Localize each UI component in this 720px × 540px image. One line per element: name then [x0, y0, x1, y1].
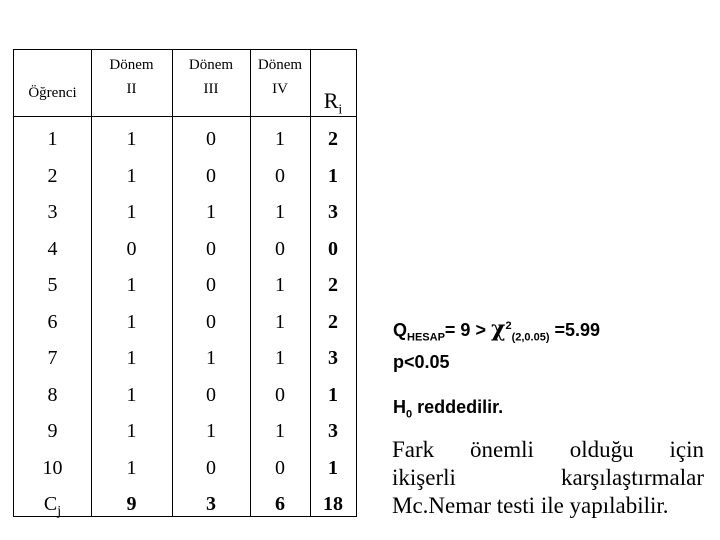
column-total-cell: 3 — [206, 493, 216, 515]
table-cell: 0 — [206, 383, 216, 406]
header-divider — [14, 116, 356, 117]
header-period-3: Dönem III — [188, 57, 234, 97]
table-cell: 1 — [126, 201, 137, 223]
student-id-cell: 5 — [47, 274, 58, 296]
student-id-cell: 2 — [47, 164, 58, 187]
table-cell: 0 — [206, 456, 216, 479]
table-cell: 0 — [275, 383, 285, 406]
grand-total-cell: 18 — [323, 493, 343, 515]
row-total-cell: 2 — [328, 310, 338, 333]
table-cell: 0 — [206, 237, 216, 260]
table-cell: 0 — [206, 164, 216, 187]
totals-label: $C_j$ — [43, 493, 62, 519]
table-cell: 1 — [275, 420, 285, 442]
student-id-cell: 10 — [42, 456, 63, 479]
student-id-cell: 8 — [47, 383, 58, 406]
row-total-cell: 0 — [328, 237, 338, 260]
row-total-cell: 1 — [328, 383, 338, 406]
student-id-cell: 1 — [47, 128, 58, 150]
table-cell: 0 — [275, 237, 285, 260]
table-cell: 1 — [126, 128, 137, 150]
table-cell: 1 — [275, 274, 285, 296]
table-cell: 1 — [206, 201, 216, 223]
student-id-cell: 7 — [47, 347, 58, 369]
cochran-table — [13, 49, 357, 517]
student-id-cell: 4 — [47, 237, 58, 260]
column-total-cell: 6 — [275, 493, 285, 515]
row-total-cell: 2 — [328, 128, 338, 150]
table-cell: 0 — [206, 128, 216, 150]
conclusion-line: Mc.Nemar testi ile yapılabilir. — [392, 493, 669, 518]
conclusion-line: ikişerli karşılaştırmalar — [392, 465, 704, 490]
student-id-cell: 3 — [47, 201, 58, 223]
table-cell: 1 — [275, 128, 285, 150]
table-cell: 0 — [275, 456, 285, 479]
header-period-4: Dönem IV — [257, 57, 303, 97]
student-id-cell: 9 — [47, 420, 58, 442]
hypothesis-result: $H_0$ reddedilir. — [393, 397, 504, 421]
table-cell: 0 — [126, 237, 137, 260]
row-total-cell: 2 — [328, 274, 338, 296]
row-total-cell: 1 — [328, 164, 338, 187]
header-student: Öğrenci — [28, 85, 77, 101]
table-cell: 1 — [126, 456, 137, 479]
conclusion-line: Fark önemli olduğu için — [392, 437, 704, 462]
conclusion-text — [392, 436, 704, 520]
header-period-2: Dönem II — [109, 57, 154, 97]
table-cell: 0 — [275, 164, 285, 187]
table-cell: 1 — [126, 383, 137, 406]
table-cell: 1 — [126, 347, 137, 369]
table-cell: 1 — [206, 347, 216, 369]
table-cell: 1 — [206, 420, 216, 442]
column-total-cell: 9 — [126, 493, 137, 515]
row-total-cell: 3 — [328, 347, 338, 369]
table-cell: 1 — [275, 310, 285, 333]
table-cell: 1 — [126, 420, 137, 442]
row-total-cell: 3 — [328, 201, 338, 223]
header-ri: $R_i$ — [323, 88, 343, 118]
row-total-cell: 1 — [328, 456, 338, 479]
row-total-cell: 3 — [328, 420, 338, 442]
table-cell: 1 — [126, 274, 137, 296]
table-cell: 1 — [126, 164, 137, 187]
table-cell: 1 — [275, 201, 285, 223]
table-cell: 0 — [206, 310, 216, 333]
table-cell: 0 — [206, 274, 216, 296]
q-statistic: $Q_{HESAP}= 9 > \chi^2_{(2,0.05)} =5.99$ — [393, 316, 601, 344]
table-cell: 1 — [275, 347, 285, 369]
table-cell: 1 — [126, 310, 137, 333]
p-value: p<0.05 — [393, 352, 450, 372]
student-id-cell: 6 — [47, 310, 58, 333]
